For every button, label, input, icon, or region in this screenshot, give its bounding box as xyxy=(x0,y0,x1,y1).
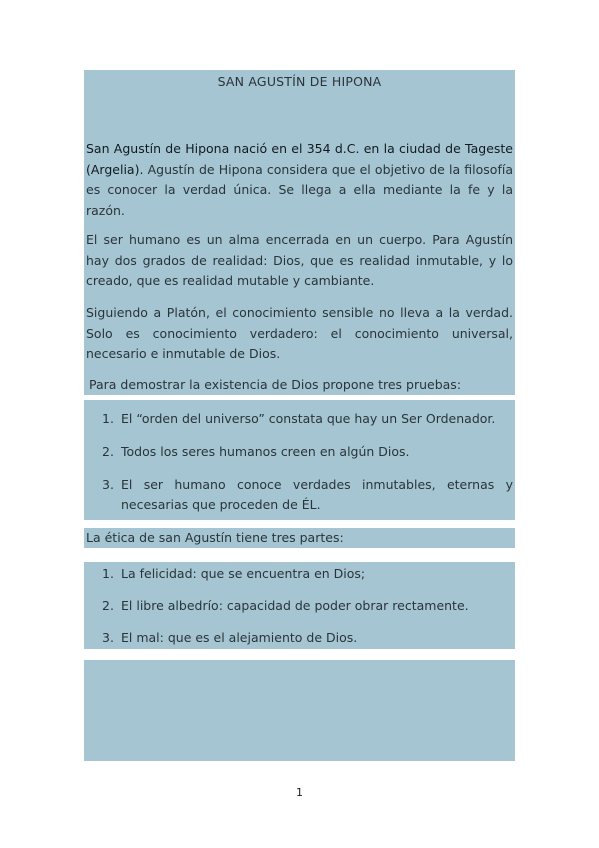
ethics-list xyxy=(102,564,513,660)
list-text: Todos los seres humanos creen en algún Dios. xyxy=(121,444,410,459)
list-item xyxy=(102,475,513,515)
ethics-list-block xyxy=(84,562,515,649)
list-number: 2. xyxy=(102,598,114,613)
page-number: 1 xyxy=(296,786,303,799)
list-item xyxy=(102,628,513,648)
list-number: 2. xyxy=(102,444,114,459)
page-title: SAN AGUSTÍN DE HIPONA xyxy=(217,74,382,89)
paragraph-knowledge: Siguiendo a Platón, el conocimiento sensible no lleva a la verdad. Solo es conocimiento verdadero: el conocimiento universal, necesario e inmutable de Dios. xyxy=(86,305,513,361)
paragraph-birth-rest: Agustín de Hipona considera que el objetivo de la filosofía es conocer la verdad única. Se llega a ella mediante la fe y la razón. xyxy=(86,161,513,218)
proofs-list-block xyxy=(84,400,515,520)
list-item xyxy=(102,596,513,616)
proofs-list xyxy=(102,409,513,528)
list-text: El mal: que es el alejamiento de Dios. xyxy=(121,630,358,645)
title-block xyxy=(84,70,515,128)
paragraph-birth xyxy=(86,139,513,221)
list-text: El libre albedrío: capacidad de poder obrar rectamente. xyxy=(121,598,469,613)
intro-block xyxy=(84,128,515,395)
ethics-label-block xyxy=(84,528,515,548)
paragraph-proofs-intro: Para demostrar la existencia de Dios propone tres pruebas: xyxy=(89,377,462,392)
list-item xyxy=(102,442,513,462)
paragraph-birth-strong: San Agustín de Hipona nació en el 354 d.C. en la ciudad de Tageste (Argelia). xyxy=(86,141,513,177)
list-number: 1. xyxy=(102,566,114,581)
ethics-label: La ética de san Agustín tiene tres partes: xyxy=(86,530,344,545)
list-text: El “orden del universo” constata que hay un Ser Ordenador. xyxy=(121,411,496,426)
list-number: 1. xyxy=(102,411,114,426)
paragraph-human-being: El ser humano es un alma encerrada en un cuerpo. Para Agustín hay dos grados de realidad: Dios, que es realidad inmutable, y lo creado, que es realidad mutable y cambiante. xyxy=(86,232,513,288)
list-text: El ser humano conoce verdades inmutables, eternas y necesarias que proceden de ÉL. xyxy=(121,477,513,512)
list-number: 3. xyxy=(102,630,114,645)
list-item xyxy=(102,409,513,429)
list-text: La felicidad: que se encuentra en Dios; xyxy=(121,566,366,581)
list-item xyxy=(102,564,513,584)
list-number: 3. xyxy=(102,477,114,492)
empty-highlight-block xyxy=(84,660,515,761)
